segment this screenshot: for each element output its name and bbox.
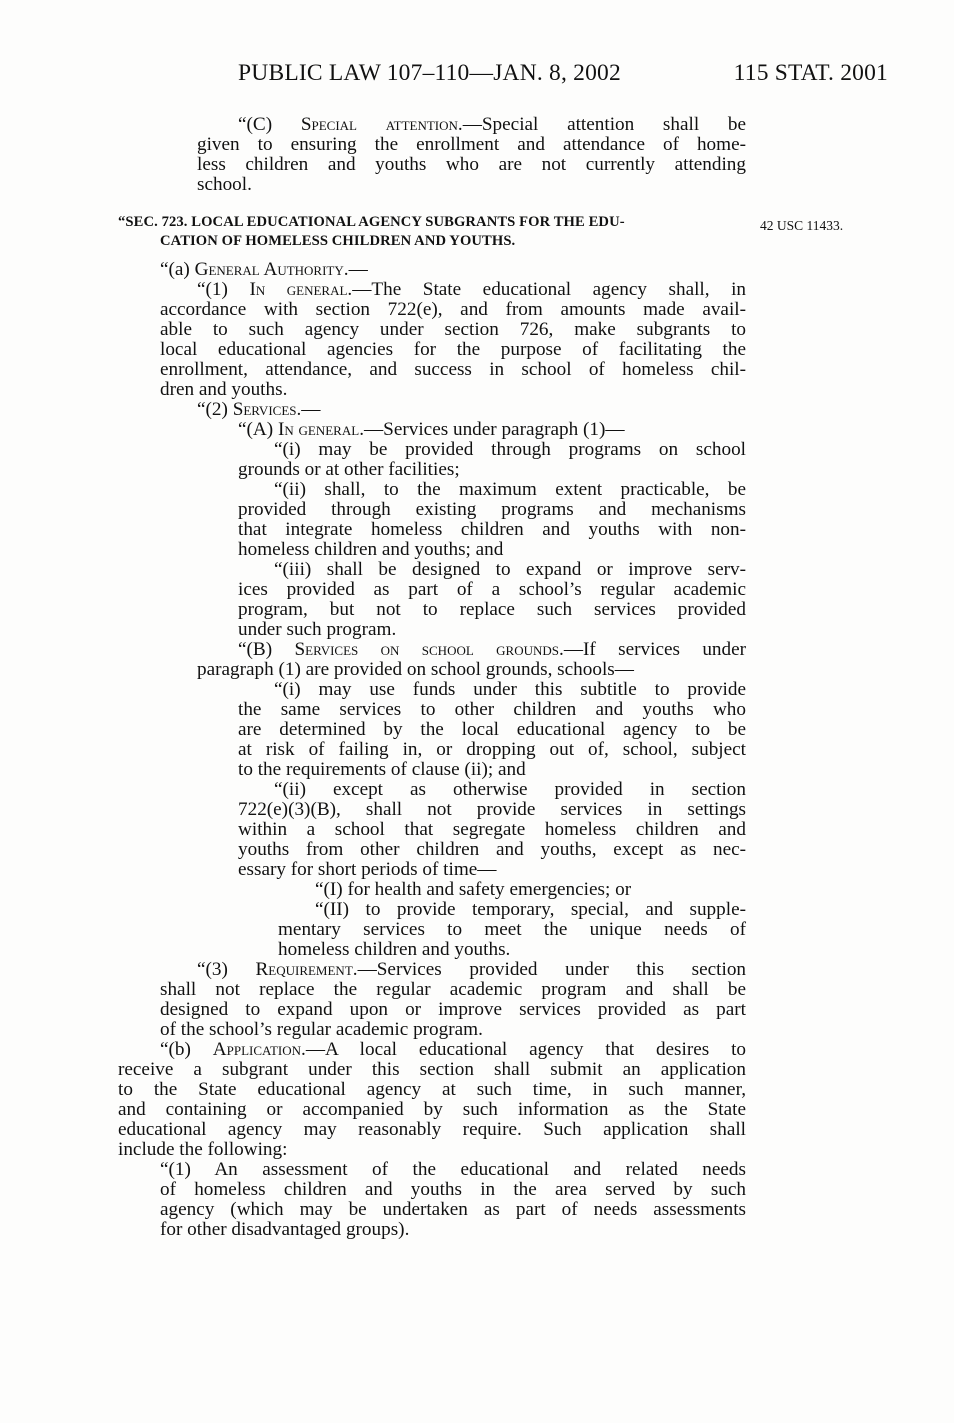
text-line: paragraph (1) are provided on school grounds, schools—: [197, 659, 634, 680]
text-line: mentary services to meet the unique needs of: [278, 919, 746, 940]
text-line: agency (which may be undertaken as part of needs assessments: [160, 1199, 746, 1220]
running-header: [238, 60, 888, 90]
text-line: “(ii) shall, to the maximum extent practicable, be: [274, 479, 746, 500]
text-line: “(II) to provide temporary, special, and supple-: [315, 899, 746, 920]
text-line: “(1) An assessment of the educational and related needs: [160, 1159, 746, 1180]
run-in-heading: In general: [277, 419, 360, 440]
run-in-heading: In general: [249, 279, 348, 300]
run-in-heading: Requirement: [255, 959, 353, 980]
text-line: “(3) Requirement.—Services provided under this section: [197, 959, 747, 980]
text-line: program, but not to replace such services provided: [238, 599, 746, 620]
text-line: shall not replace the regular academic program and shall be: [160, 979, 746, 1000]
margin-note: 42 USC 11433.: [760, 218, 844, 233]
text-line: “(i) may use funds under this subtitle to provide: [274, 679, 746, 700]
text-line: ices provided as part of a school’s regular academic: [238, 579, 746, 600]
header-page-number: 115 STAT. 2001: [733, 60, 888, 86]
text-line: to the State educational agency at such time, in such manner,: [118, 1079, 746, 1100]
text-line: “(a) General Authority.—: [160, 259, 368, 280]
text-line: provided through existing programs and mechanisms: [238, 499, 746, 520]
text-line: dren and youths.: [160, 379, 288, 400]
text-line: the same services to other children and youths who: [238, 699, 746, 720]
text-line: homeless children and youths; and: [238, 539, 504, 560]
text-line: grounds or at other facilities;: [238, 459, 460, 480]
text-line: “(iii) shall be designed to expand or improve serv-: [274, 559, 746, 580]
text-line: “(i) may be provided through programs on school: [274, 439, 746, 460]
text-line: “(B) Services on school grounds.—If services under: [238, 639, 747, 660]
text-line: for other disadvantaged groups).: [160, 1219, 410, 1240]
text-line: are determined by the local educational agency to be: [238, 719, 746, 740]
text-line: at risk of failing in, or dropping out of, school, subject: [238, 739, 746, 760]
text-line: “(b) Application.—A local educational agency that desires to: [160, 1039, 747, 1060]
run-in-heading: Application: [212, 1039, 302, 1060]
text-line: under such program.: [238, 619, 397, 640]
text-line: of homeless children and youths in the area served by such: [160, 1179, 746, 1200]
text-line: and containing or accompanied by such information as the State: [118, 1099, 746, 1120]
text-line: homeless children and youths.: [278, 939, 511, 960]
section-heading-line: “SEC. 723. LOCAL EDUCATIONAL AGENCY SUBGRANTS FOR THE EDU-: [118, 214, 625, 230]
run-in-heading: Services on school grounds: [294, 639, 560, 660]
text-line: include the following:: [118, 1139, 288, 1160]
text-line: within a school that segregate homeless children and: [238, 819, 746, 840]
section-heading-line: CATION OF HOMELESS CHILDREN AND YOUTHS.: [160, 233, 516, 249]
text-line: “(1) In general.—The State educational agency shall, in: [197, 279, 747, 300]
text-line: less children and youths who are not currently attending: [197, 154, 746, 175]
text-line: able to such agency under section 726, make subgrants to: [160, 319, 746, 340]
run-in-heading: General Authority: [194, 259, 344, 280]
run-in-heading: Special attention: [300, 114, 458, 135]
text-line: of the school’s regular academic program.: [160, 1019, 483, 1040]
text-line: given to ensuring the enrollment and attendance of home-: [197, 134, 746, 155]
text-line: educational agency may reasonably require. Such application shall: [118, 1119, 746, 1140]
text-line: enrollment, attendance, and success in school of homeless chil-: [160, 359, 746, 380]
text-line: designed to expand upon or improve services provided as part: [160, 999, 746, 1020]
text-line: “(ii) except as otherwise provided in section: [274, 779, 746, 800]
text-line: to the requirements of clause (ii); and: [238, 759, 526, 780]
text-line: essary for short periods of time—: [238, 859, 497, 880]
text-line: “(C) Special attention.—Special attention shall be: [238, 114, 746, 135]
text-line: “(I) for health and safety emergencies; or: [315, 879, 632, 900]
text-line: that integrate homeless children and youths with non-: [238, 519, 746, 540]
text-line: “(2) Services.—: [197, 399, 321, 420]
text-line: youths from other children and youths, except as nec-: [238, 839, 746, 860]
text-line: “(A) In general.—Services under paragraph (1)—: [238, 419, 625, 440]
run-in-heading: Services: [232, 399, 297, 420]
text-line: local educational agencies for the purpose of facilitating the: [160, 339, 746, 360]
text-line: school.: [197, 174, 252, 195]
header-citation: PUBLIC LAW 107–110—JAN. 8, 2002: [238, 60, 621, 86]
text-line: receive a subgrant under this section shall submit an application: [118, 1059, 746, 1080]
text-line: 722(e)(3)(B), shall not provide services in settings: [238, 799, 746, 820]
text-line: accordance with section 722(e), and from amounts made avail-: [160, 299, 746, 320]
